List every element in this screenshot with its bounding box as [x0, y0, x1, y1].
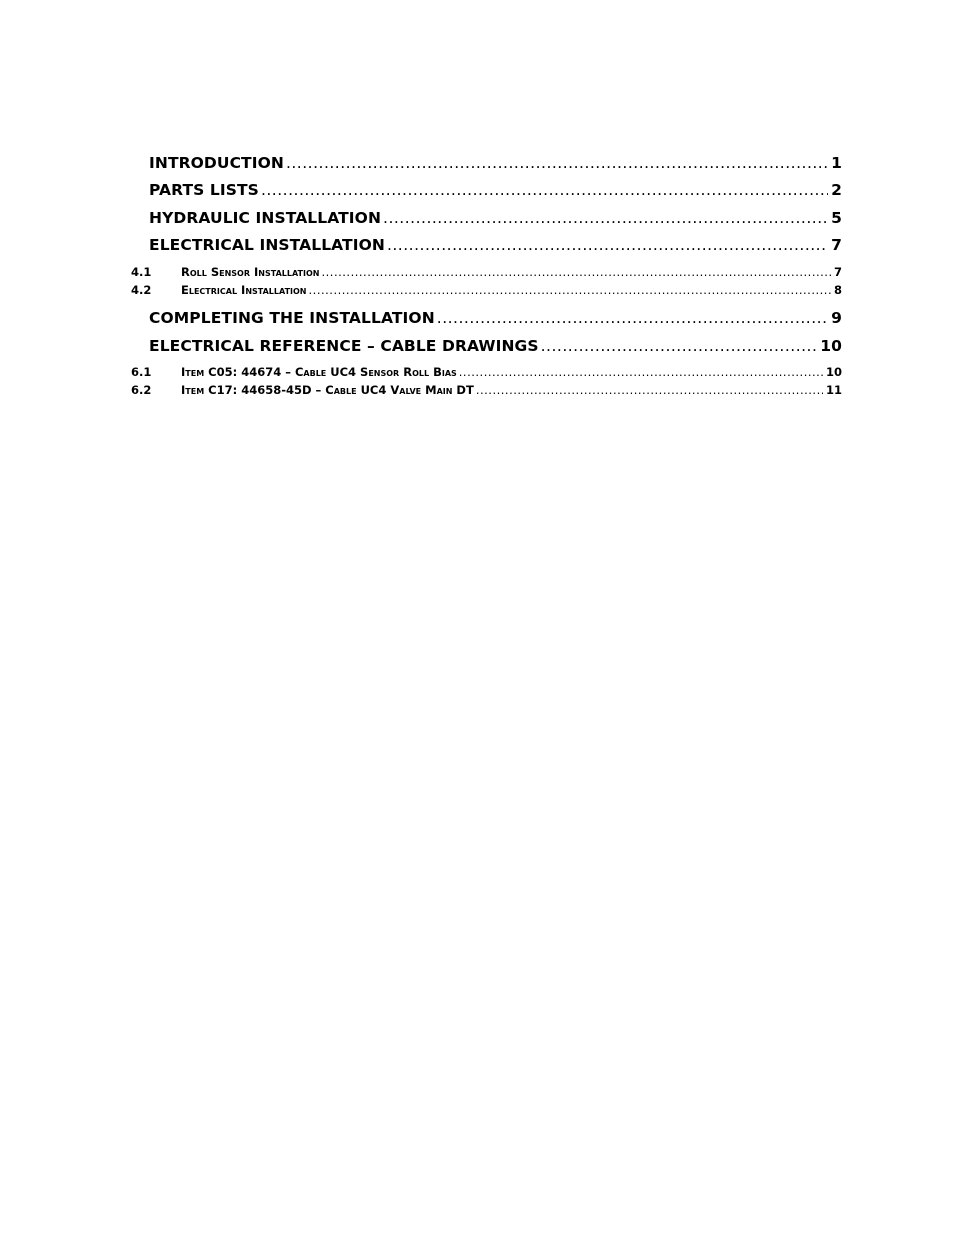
toc-title: ELECTRICAL REFERENCE – CABLE DRAWINGS — [149, 337, 539, 355]
toc-title: INTRODUCTION — [149, 154, 284, 172]
toc-entry-roll-sensor-installation[interactable] — [131, 265, 842, 279]
toc-leader — [437, 309, 828, 327]
toc-leader — [261, 181, 828, 199]
toc-title: HYDRAULIC INSTALLATION — [149, 209, 382, 227]
toc-title: PARTS LISTS — [149, 181, 259, 199]
toc-leader — [541, 337, 818, 355]
toc-title: Item C05: 44674 – Cable UC4 Sensor Roll Bias — [181, 365, 457, 379]
toc-section-number: 6.2 — [131, 383, 152, 397]
toc-leader — [286, 154, 828, 172]
toc-page-number: 1 — [831, 154, 842, 172]
toc-page-number: 5 — [831, 209, 842, 227]
toc-leader — [309, 283, 831, 297]
toc-page-number: 10 — [820, 337, 842, 355]
toc-title: ELECTRICAL INSTALLATION — [149, 236, 385, 254]
toc-page-number: 9 — [831, 309, 842, 327]
toc-entry-item-c17[interactable] — [131, 383, 842, 397]
toc-page-number: 11 — [825, 383, 842, 397]
toc-page-number: 10 — [825, 365, 842, 379]
toc-entry-item-c05[interactable] — [131, 365, 842, 379]
toc-leader — [321, 265, 831, 279]
toc-page-number: 8 — [833, 283, 842, 297]
toc-title: Item C17: 44658-45D – Cable UC4 Valve Main DT — [181, 383, 474, 397]
toc-entry-completing-the-installation[interactable] — [149, 309, 842, 327]
toc-leader — [387, 236, 828, 254]
toc-entry-electrical-installation[interactable] — [149, 236, 842, 254]
toc-entry-parts-lists[interactable] — [149, 181, 842, 199]
toc-leader — [476, 383, 823, 397]
toc-entry-introduction[interactable] — [149, 154, 842, 172]
toc-entry-electrical-reference[interactable] — [149, 337, 842, 355]
toc-page-number: 7 — [833, 265, 842, 279]
toc-title: COMPLETING THE INSTALLATION — [149, 309, 435, 327]
toc-section-number: 4.2 — [131, 283, 152, 297]
toc-section-number: 6.1 — [131, 365, 152, 379]
toc-page-number: 2 — [831, 181, 842, 199]
toc-title: Roll Sensor Installation — [181, 265, 320, 279]
toc-entry-hydraulic-installation[interactable] — [149, 209, 842, 227]
toc-entry-electrical-installation-sub[interactable] — [131, 283, 842, 297]
toc-section-number: 4.1 — [131, 265, 152, 279]
toc-leader — [459, 365, 823, 379]
toc-leader — [383, 209, 828, 227]
toc-title: Electrical Installation — [181, 283, 307, 297]
toc-page-number: 7 — [831, 236, 842, 254]
